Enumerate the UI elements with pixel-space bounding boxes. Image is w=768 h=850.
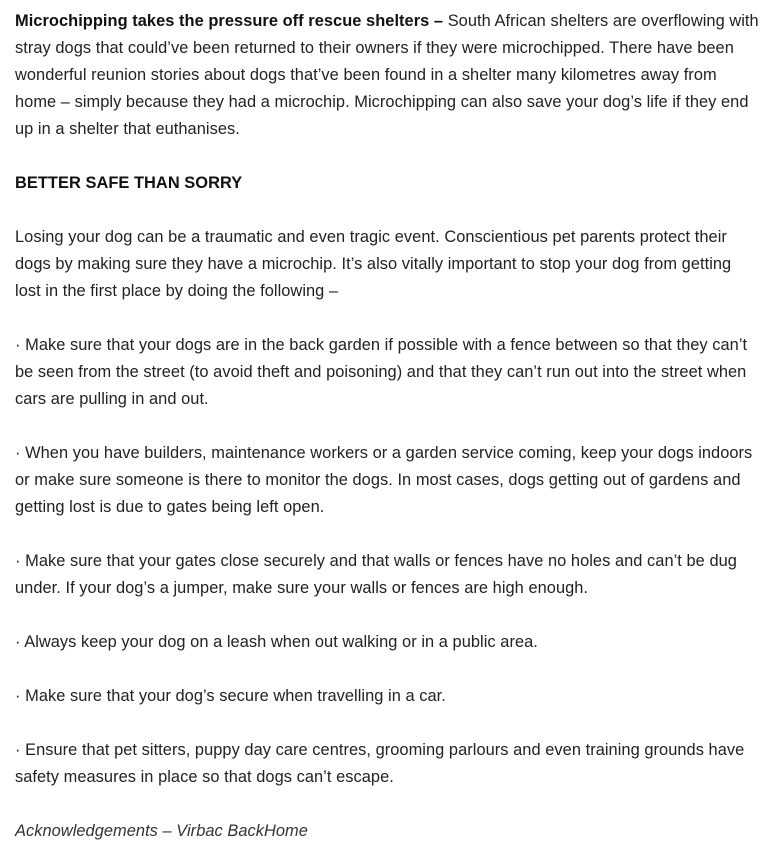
section-paragraph: Losing your dog can be a traumatic and even tragic event. Conscientious pet parents protect their dogs by making sure they have a microchip. It’s also vitally important to stop your dog from getting lost in the first place by doing the following – bbox=[15, 228, 732, 300]
intro-paragraph bbox=[15, 8, 760, 143]
section-heading: BETTER SAFE THAN SORRY bbox=[15, 174, 243, 192]
tip-item: · Make sure that your dog’s secure when travelling in a car. bbox=[15, 687, 446, 705]
acknowledgement: Acknowledgements – Virbac BackHome bbox=[15, 822, 308, 840]
intro-lead: Microchipping takes the pressure off rescue shelters – bbox=[15, 12, 444, 30]
tip-item: · Make sure that your dogs are in the back garden if possible with a fence between so that they can’t be seen from the street (to avoid theft and poisoning) and that they can’t run out into the street when cars are pulling in and out. bbox=[15, 336, 748, 408]
intro-body: South African shelters are overflowing with stray dogs that could’ve been returned to their owners if they were microchipped. There have been wonderful reunion stories about dogs that’ve been found in a shelter many kilometres away from home – simply because they had a microchip. Microchipping can also save your dog’s life if they end up in a shelter that euthanises. bbox=[15, 12, 759, 138]
tip-item: · Ensure that pet sitters, puppy day care centres, grooming parlours and even training grounds have safety measures in place so that dogs can’t escape. bbox=[15, 741, 745, 786]
tip-item: · Always keep your dog on a leash when out walking or in a public area. bbox=[15, 633, 538, 651]
tip-item: · When you have builders, maintenance workers or a garden service coming, keep your dogs indoors or make sure someone is there to monitor the dogs. In most cases, dogs getting out of gardens and getting lost is due to gates being left open. bbox=[15, 444, 753, 516]
tip-item: · Make sure that your gates close securely and that walls or fences have no holes and can’t be dug under. If your dog’s a jumper, make sure your walls or fences are high enough. bbox=[15, 552, 737, 597]
